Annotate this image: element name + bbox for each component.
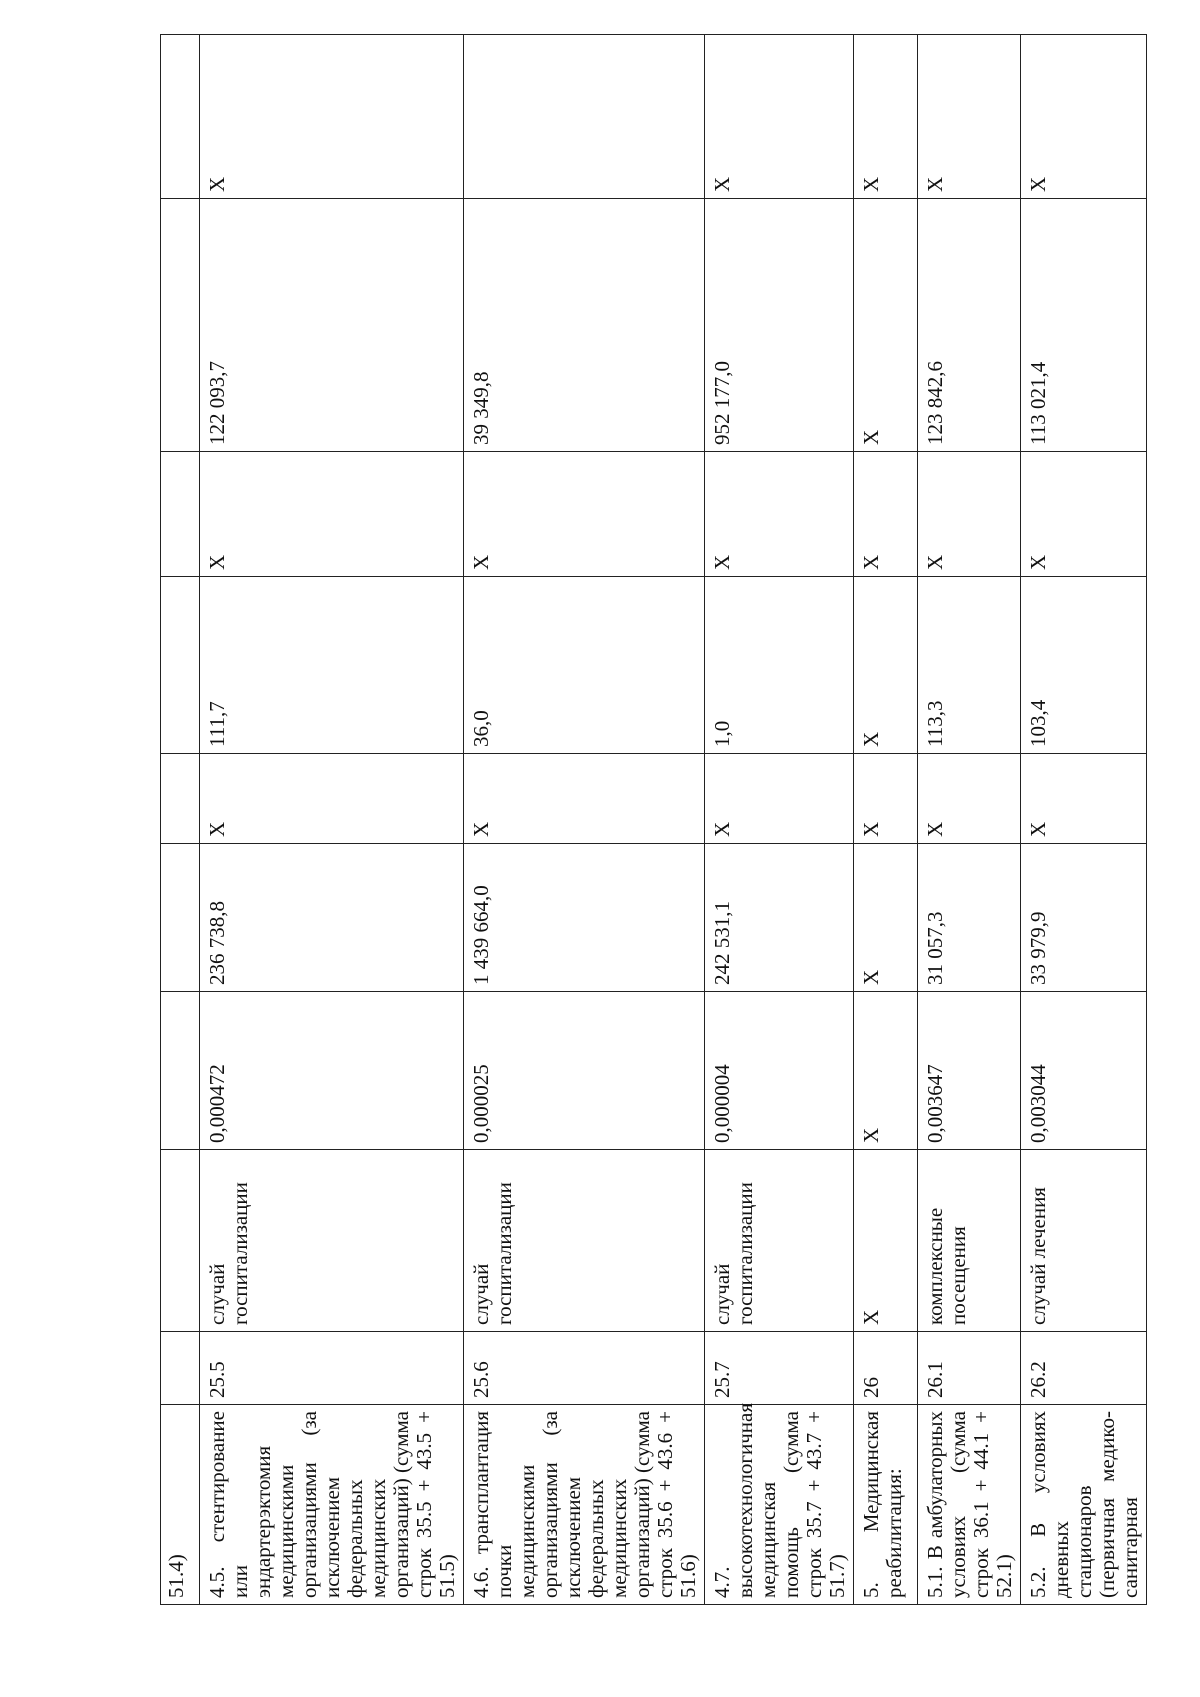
table-cell-c7: 36,0: [464, 577, 705, 754]
table-cell-c10: [464, 35, 705, 199]
table-cell-c9: 952 177,0: [705, 199, 854, 452]
table-cell-cost: 31 057,3: [918, 844, 1021, 992]
table-cell-c8: X: [705, 452, 854, 577]
table-row: [1021, 35, 1147, 1605]
table-cell-name: 4.5. стентирование или эндартерэктомия медицинскими организациями (за исключением федеральных медицинских организаций) (сумма строк 35.5 + 43.5 + 51.5): [200, 1405, 464, 1605]
table-cell-c8: X: [854, 452, 918, 577]
table-cell-num: 25.6: [464, 1332, 705, 1405]
table-cell-name: 5. Медицинская реабилитация:: [854, 1405, 918, 1605]
table-cell-vol: 0,003044: [1021, 992, 1147, 1150]
table-cell-c6: X: [200, 754, 464, 844]
table-cell-c9: 123 842,6: [918, 199, 1021, 452]
table-cell-c9: 122 093,7: [200, 199, 464, 452]
table-cell-c6: X: [1021, 754, 1147, 844]
table-cell-c10: X: [200, 35, 464, 199]
table-cell-c7: 103,4: [1021, 577, 1147, 754]
table-cell-c6: X: [918, 754, 1021, 844]
table-cell-c9: X: [854, 199, 918, 452]
table-cell-c7: 113,3: [918, 577, 1021, 754]
table-cell-unit: случай госпитализации: [464, 1150, 705, 1332]
data-table: [160, 34, 1147, 1605]
table-cell-name: 4.6. трансплантация почки медицинскими организациями (за исключением федеральных медицинских организаций) (сумма строк 35.6 + 43.6 + 51.6): [464, 1405, 705, 1605]
table-cell-c8: [161, 452, 200, 577]
table-cell-c8: X: [464, 452, 705, 577]
table-cell-c10: X: [918, 35, 1021, 199]
table-row: [854, 35, 918, 1605]
table-cell-c7: 1,0: [705, 577, 854, 754]
table-cell-vol: X: [854, 992, 918, 1150]
table-cell-c8: X: [200, 452, 464, 577]
table-cell-c10: [161, 35, 200, 199]
table-cell-vol: 0,000025: [464, 992, 705, 1150]
table-cell-c6: X: [854, 754, 918, 844]
table-cell-name: 4.7. высокотехнологичная медицинская помощь (сумма строк 35.7 + 43.7 + 51.7): [705, 1405, 854, 1605]
table-cell-unit: случай госпитализации: [705, 1150, 854, 1332]
table-row: [464, 35, 705, 1605]
table-cell-unit: X: [854, 1150, 918, 1332]
table-row: [705, 35, 854, 1605]
table-cell-c10: X: [1021, 35, 1147, 199]
table-cell-num: 26.1: [918, 1332, 1021, 1405]
table-cell-vol: 0,000004: [705, 992, 854, 1150]
table-cell-num: [161, 1332, 200, 1405]
table-cell-cost: 1 439 664,0: [464, 844, 705, 992]
table-cell-c9: [161, 199, 200, 452]
table-cell-vol: 0,003647: [918, 992, 1021, 1150]
table-cell-c6: [161, 754, 200, 844]
table-cell-unit: комплексные посещения: [918, 1150, 1021, 1332]
table-cell-cost: 242 531,1: [705, 844, 854, 992]
table-cell-vol: 0,000472: [200, 992, 464, 1150]
table-cell-c9: 39 349,8: [464, 199, 705, 452]
rotated-table-wrapper: [160, 35, 1142, 1605]
table-cell-c6: X: [464, 754, 705, 844]
table-cell-cost: 236 738,8: [200, 844, 464, 992]
table-cell-num: 26.2: [1021, 1332, 1147, 1405]
table-row: [918, 35, 1021, 1605]
table-cell-name: 51.4): [161, 1405, 200, 1605]
table-cell-c8: X: [1021, 452, 1147, 577]
table-cell-c10: X: [854, 35, 918, 199]
table-cell-unit: [161, 1150, 200, 1332]
table-cell-cost: [161, 844, 200, 992]
table-cell-num: 26: [854, 1332, 918, 1405]
table-cell-vol: [161, 992, 200, 1150]
table-cell-cost: X: [854, 844, 918, 992]
table-row: [200, 35, 464, 1605]
table-cell-c9: 113 021,4: [1021, 199, 1147, 452]
table-cell-num: 25.7: [705, 1332, 854, 1405]
table-cell-name: 5.2. В условиях дневных стационаров (первичная медико-санитарная: [1021, 1405, 1147, 1605]
table-row: [161, 35, 200, 1605]
table-cell-num: 25.5: [200, 1332, 464, 1405]
table-cell-c8: X: [918, 452, 1021, 577]
table-cell-c6: X: [705, 754, 854, 844]
table-cell-unit: случай госпитализации: [200, 1150, 464, 1332]
table-cell-c7: X: [854, 577, 918, 754]
table-cell-c10: X: [705, 35, 854, 199]
table-cell-unit: случай лечения: [1021, 1150, 1147, 1332]
table-cell-c7: [161, 577, 200, 754]
table-cell-c7: 111,7: [200, 577, 464, 754]
table-cell-cost: 33 979,9: [1021, 844, 1147, 992]
table-cell-name: 5.1. В амбулаторных условиях (сумма строк 36.1 + 44.1 + 52.1): [918, 1405, 1021, 1605]
